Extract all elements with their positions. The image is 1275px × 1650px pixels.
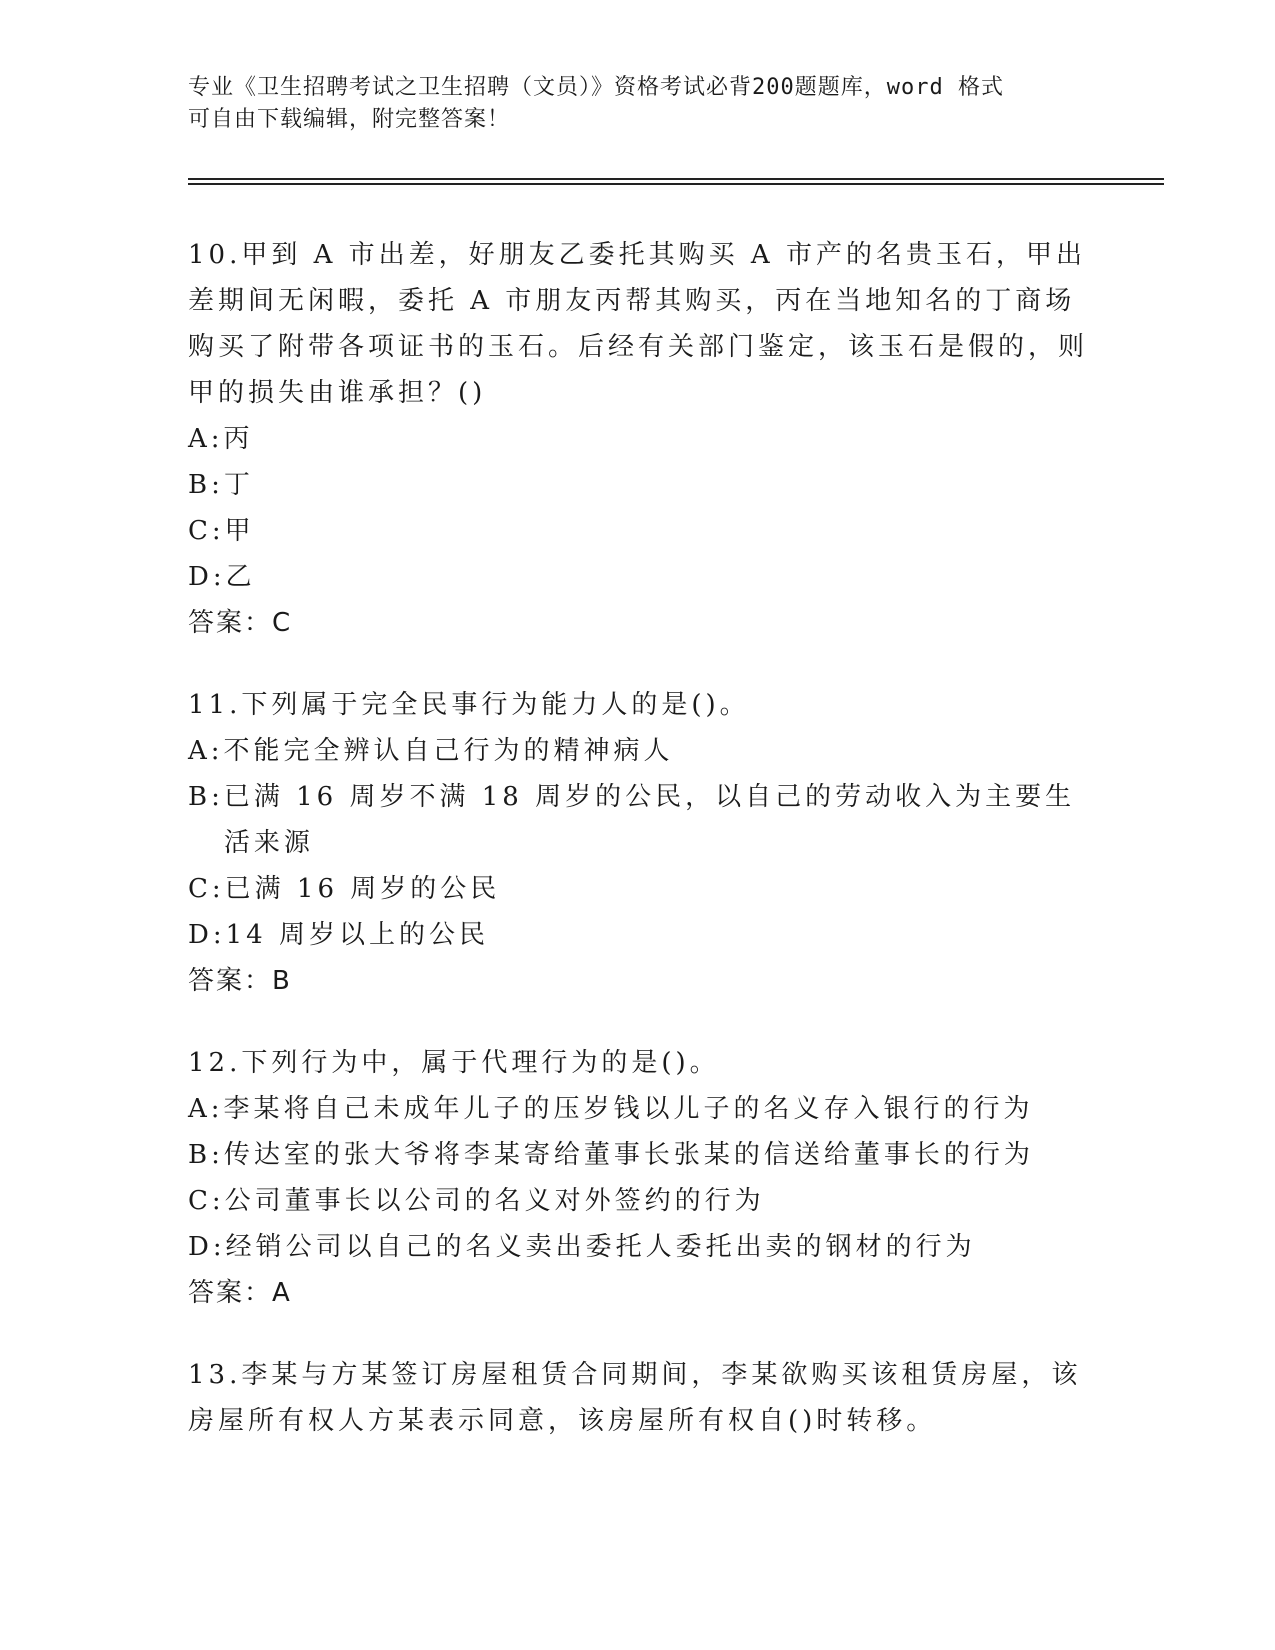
option-text: 14 周岁以上的公民 (225, 920, 489, 950)
question-text: 13.李某与方某签订房屋租赁合同期间，李某欲购买该租赁房屋，该房屋所有权人方某表示同意，该房屋所有权自()时转移。 (188, 1360, 1082, 1436)
question-12 (188, 1040, 1088, 1316)
option-text: 经销公司以自己的名义卖出委托人委托出卖的钢材的行为 (225, 1232, 976, 1262)
option-key: A: (188, 424, 224, 454)
option-key: A: (188, 1094, 224, 1124)
option-b (188, 774, 1088, 866)
option-key: B: (188, 470, 224, 500)
option-c (188, 508, 1088, 554)
option-key: A: (188, 736, 224, 766)
option-text: 甲 (224, 516, 255, 546)
option-a (188, 416, 1088, 462)
option-text: 李某将自己未成年儿子的压岁钱以儿子的名义存入银行的行为 (223, 1094, 1034, 1124)
question-text: 10.甲到 A 市出差，好朋友乙委托其购买 A 市产的名贵玉石，甲出差期间无闲暇，委托 A 市朋友丙帮其购买，丙在当地知名的丁商场购买了附带各项证书的玉石。后经有关部门鉴定，该玉石是假的，则甲的损失由谁承担？() (188, 240, 1089, 408)
option-text: 丙 (223, 424, 254, 454)
option-d (188, 1224, 1088, 1270)
header-line-2: 可自由下载编辑，附完整答案！ (188, 107, 511, 132)
option-a (188, 1086, 1088, 1132)
header-divider-bottom (188, 183, 1164, 185)
option-d (188, 554, 1088, 600)
option-text: 传达室的张大爷将李某寄给董事长张某的信送给董事长的行为 (223, 1140, 1034, 1170)
option-key: D: (188, 1232, 226, 1262)
option-b (188, 1132, 1088, 1178)
option-c (188, 1178, 1088, 1224)
option-text: 丁 (223, 470, 254, 500)
option-key: C: (188, 516, 225, 546)
question-list (188, 232, 1088, 1480)
question-13 (188, 1352, 1088, 1444)
option-d (188, 912, 1088, 958)
option-key: D: (188, 562, 226, 592)
document-header (188, 72, 1088, 136)
option-b (188, 462, 1088, 508)
answer-line: 答案：C (188, 608, 293, 638)
header-divider-top (188, 178, 1164, 180)
option-key: D: (188, 920, 226, 950)
question-text: 11.下列属于完全民事行为能力人的是()。 (188, 690, 750, 720)
option-key: B: (188, 1140, 224, 1170)
option-key: C: (188, 1186, 225, 1216)
answer-line: 答案：B (188, 966, 292, 996)
question-11 (188, 682, 1088, 1004)
option-text: 乙 (225, 562, 256, 592)
header-line-1: 专业《卫生招聘考试之卫生招聘（文员）》资格考试必背200题题库，word 格式 (188, 75, 1004, 100)
answer-line: 答案：A (188, 1278, 292, 1308)
option-text: 不能完全辨认自己行为的精神病人 (223, 736, 674, 766)
option-key: B: (188, 782, 224, 812)
question-text: 12.下列行为中，属于代理行为的是()。 (188, 1048, 720, 1078)
option-c (188, 866, 1088, 912)
option-text: 已满 16 周岁的公民 (224, 874, 501, 904)
option-text: 已满 16 周岁不满 18 周岁的公民，以自己的劳动收入为主要生活来源 (223, 782, 1076, 858)
option-text: 公司董事长以公司的名义对外签约的行为 (224, 1186, 765, 1216)
question-10 (188, 232, 1088, 646)
option-key: C: (188, 874, 225, 904)
option-a (188, 728, 1088, 774)
